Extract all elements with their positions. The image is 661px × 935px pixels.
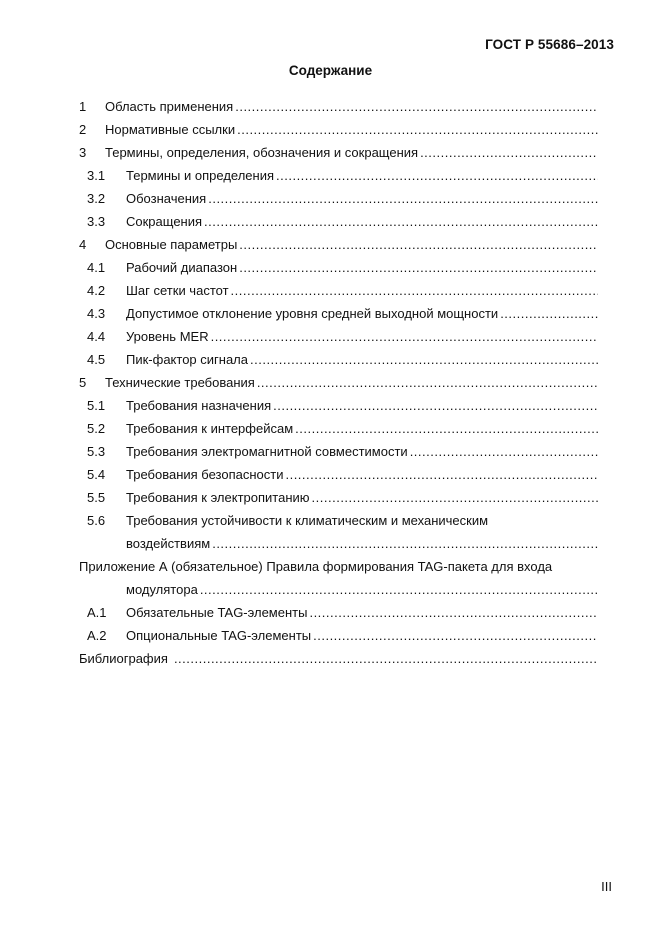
- toc-entry-number: 3: [79, 145, 87, 160]
- toc-entry[interactable]: [79, 325, 598, 348]
- dot-leader: [212, 532, 598, 555]
- toc-entry-label: Сокращения: [126, 214, 203, 229]
- toc-entry[interactable]: [79, 371, 598, 394]
- toc-entry[interactable]: [79, 417, 598, 440]
- dot-leader: [237, 118, 598, 141]
- toc-entry-continuation[interactable]: [79, 532, 598, 555]
- toc-entry-number: 5.4: [87, 467, 106, 482]
- dot-leader: [285, 463, 598, 486]
- toc-title: Содержание: [288, 63, 373, 78]
- toc-entry-number: 4.2: [87, 283, 106, 298]
- document-code: ГОСТ Р 55686–2013: [485, 37, 614, 52]
- toc-entry[interactable]: [79, 440, 598, 463]
- toc-entry-number: 5.1: [87, 398, 106, 413]
- toc-entry-number: 4.1: [87, 260, 106, 275]
- page-number: III: [601, 879, 612, 894]
- toc-entry-label: Пик-фактор сигнала: [126, 352, 248, 367]
- toc-entry-label: Термины, определения, обозначения и сокращения: [105, 145, 419, 160]
- toc-entry-number: 3.2: [87, 191, 106, 206]
- toc-entry[interactable]: [79, 279, 598, 302]
- toc-entry-label: Требования назначения: [126, 398, 272, 413]
- toc-entry-number: 2: [79, 122, 87, 137]
- toc-entry-number: 5.5: [87, 490, 106, 505]
- toc-entry-number: 4: [79, 237, 87, 252]
- dot-leader: [273, 394, 598, 417]
- toc-entry[interactable]: [79, 601, 598, 624]
- toc-entry[interactable]: [79, 624, 598, 647]
- toc-entry-number: 5.2: [87, 421, 106, 436]
- toc-entry-label-continued: модулятора: [126, 582, 198, 597]
- toc-entry[interactable]: [79, 141, 598, 164]
- toc-entry-label: Приложение А (обязательное) Правила формирования TAG-пакета для входа: [79, 559, 553, 574]
- toc-entry[interactable]: [79, 463, 598, 486]
- toc-entry-label-continued: воздействиям: [126, 536, 211, 551]
- dot-leader: [200, 578, 598, 601]
- toc-entry[interactable]: [79, 118, 598, 141]
- toc-entry-number: 4.4: [87, 329, 106, 344]
- toc-entry-label: Нормативные ссылки: [105, 122, 236, 137]
- toc-entry-label: Библиография: [79, 651, 168, 666]
- toc-entry-label: Требования к электропитанию: [126, 490, 310, 505]
- dot-leader: [204, 210, 598, 233]
- toc-entry-number: 5.6: [87, 513, 106, 528]
- toc-entry-number: 4.5: [87, 352, 106, 367]
- toc-entry-label: Термины и определения: [126, 168, 275, 183]
- toc-entry-number: 1: [79, 99, 87, 114]
- toc-entry[interactable]: [79, 95, 598, 118]
- toc-entry-label: Требования безопасности: [126, 467, 284, 482]
- toc-entry-label: Обозначения: [126, 191, 207, 206]
- toc-entry-label: Технические требования: [105, 375, 255, 390]
- dot-leader: [211, 325, 598, 348]
- toc-entry-number: 3.1: [87, 168, 106, 183]
- dot-leader: [295, 417, 598, 440]
- toc-entry-label: Требования к интерфейсам: [126, 421, 294, 436]
- toc-entry[interactable]: [79, 348, 598, 371]
- toc-entry[interactable]: [79, 394, 598, 417]
- toc-entry-number: А.1: [87, 605, 107, 620]
- toc-entry-bibliography[interactable]: [79, 647, 598, 670]
- toc-entry[interactable]: [79, 509, 598, 532]
- toc-entry[interactable]: [79, 164, 598, 187]
- toc-entry[interactable]: [79, 187, 598, 210]
- toc-entry[interactable]: [79, 233, 598, 256]
- dot-leader: [312, 486, 598, 509]
- dot-leader: [410, 440, 598, 463]
- toc-entry-label: Уровень MER: [126, 329, 209, 344]
- dot-leader: [235, 95, 598, 118]
- toc-entry-label: Область применения: [105, 99, 234, 114]
- toc-entry-label: Допустимое отклонение уровня средней выходной мощности: [126, 306, 499, 321]
- toc-entry-label: Рабочий диапазон: [126, 260, 238, 275]
- toc-entry[interactable]: [79, 210, 598, 233]
- toc-entry[interactable]: [79, 256, 598, 279]
- toc-entry-label: Обязательные TAG-элементы: [126, 605, 308, 620]
- dot-leader: [309, 601, 598, 624]
- dot-leader: [250, 348, 598, 371]
- toc-entry[interactable]: [79, 302, 598, 325]
- dot-leader: [276, 164, 598, 187]
- dot-leader: [239, 233, 598, 256]
- dot-leader: [257, 371, 598, 394]
- toc-entry-continuation[interactable]: [79, 578, 598, 601]
- toc-entry-number: 5: [79, 375, 87, 390]
- toc-entry-label: Опциональные TAG-элементы: [126, 628, 312, 643]
- toc-entry-label: Требования электромагнитной совместимости: [126, 444, 408, 459]
- toc-entry-label: Шаг сетки частот: [126, 283, 229, 298]
- toc-entry[interactable]: [79, 486, 598, 509]
- toc-entry-label: Требования устойчивости к климатическим и механическим: [126, 513, 489, 528]
- dot-leader: [174, 647, 598, 670]
- dot-leader: [208, 187, 598, 210]
- toc-entry-number: 5.3: [87, 444, 106, 459]
- table-of-contents: [79, 95, 598, 670]
- toc-entry-number: А.2: [87, 628, 107, 643]
- dot-leader: [231, 279, 598, 302]
- dot-leader: [239, 256, 598, 279]
- toc-entry-number: 3.3: [87, 214, 106, 229]
- dot-leader: [313, 624, 598, 647]
- toc-entry-appendix[interactable]: [79, 555, 598, 578]
- toc-entry-number: 4.3: [87, 306, 106, 321]
- toc-entry-label: Основные параметры: [105, 237, 238, 252]
- dot-leader: [420, 141, 598, 164]
- dot-leader: [500, 302, 598, 325]
